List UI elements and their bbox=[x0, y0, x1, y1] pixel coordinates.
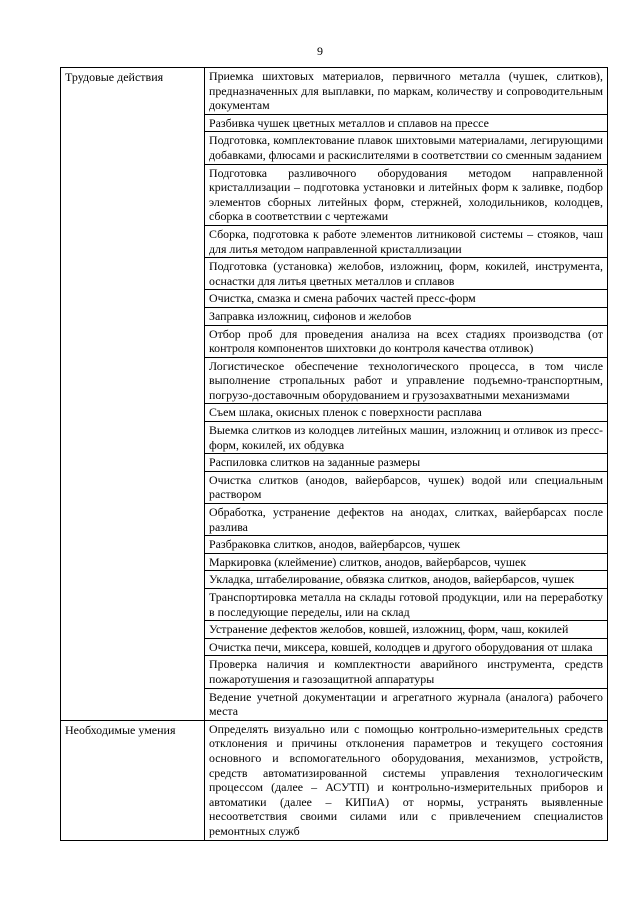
labor-action-item: Подготовка (установка) желобов, изложниц, форм, кокилей, инструмента, оснастки для литья цветных металлов и сплавов bbox=[205, 258, 607, 290]
labor-action-item: Укладка, штабелирование, обвязка слитков, анодов, вайербарсов, чушек bbox=[205, 571, 607, 589]
labor-action-item: Разбраковка слитков, анодов, вайербарсов, чушек bbox=[205, 536, 607, 554]
row-content bbox=[205, 720, 608, 840]
row-label: Необходимые умения bbox=[61, 720, 205, 840]
table-row-labor-actions bbox=[61, 68, 608, 721]
labor-action-item: Подготовка, комплектование плавок шихтовыми материалами, легирующими добавками, флюсами и раскислителями в соответствии со сменным заданием bbox=[205, 132, 607, 164]
labor-action-item: Отбор проб для проведения анализа на всех стадиях производства (от контроля компонентов шихтовки до контроля качества отливок) bbox=[205, 326, 607, 358]
row-content bbox=[205, 68, 608, 721]
row-label: Трудовые действия bbox=[61, 68, 205, 721]
labor-action-item: Выемка слитков из колодцев литейных машин, изложниц и отливок из пресс-форм, кокилей, их обдувка bbox=[205, 422, 607, 454]
labor-action-item: Очистка печи, миксера, ковшей, колодцев и другого оборудования от шлака bbox=[205, 639, 607, 657]
labor-action-item: Подготовка разливочного оборудования методом направленной кристаллизации – подготовка установки и литейных форм к заливке, подбор элементов сборных литейных форм, стержней, холодильников, колодцев, сборка в соответствии с чертежами bbox=[205, 165, 607, 226]
labor-action-item: Приемка шихтовых материалов, первичного металла (чушек, слитков), предназначенных для выплавки, по маркам, количеству и сопроводительным документам bbox=[205, 68, 607, 115]
labor-action-item: Транспортировка металла на склады готовой продукции, или на переработку в последующие переделы, или на склад bbox=[205, 589, 607, 621]
labor-action-item: Ведение учетной документации и агрегатного журнала (аналога) рабочего места bbox=[209, 689, 603, 719]
page-number: 9 bbox=[317, 44, 323, 58]
labor-action-item: Маркировка (клеймение) слитков, анодов, вайербарсов, чушек bbox=[205, 554, 607, 572]
labor-action-item: Разбивка чушек цветных металлов и сплавов на прессе bbox=[205, 115, 607, 133]
labor-action-item: Распиловка слитков на заданные размеры bbox=[205, 454, 607, 472]
labor-action-item: Очистка, смазка и смена рабочих частей пресс-форм bbox=[205, 290, 607, 308]
labor-action-item: Устранение дефектов желобов, ковшей, изложниц, форм, чаш, кокилей bbox=[205, 621, 607, 639]
required-skill-item: Определять визуально или с помощью контрольно-измерительных средств отклонения и причины отклонения параметров и текущего состояния основного и вспомогательного оборудования, механизмов, устройств, средств автоматизированной системы управления технологическим процессом (далее – АСУТП) и контрольно-измерительных приборов и автоматики (далее – КИПиА) от нормы, устранять выявленные несоответствия своими силами или с привлечением специалистов ремонтных служб bbox=[209, 721, 603, 838]
labor-action-item: Очистка слитков (анодов, вайербарсов, чушек) водой или специальным раствором bbox=[205, 472, 607, 504]
table-row-required-skills bbox=[61, 720, 608, 840]
labor-action-item: Съем шлака, окисных пленок с поверхности расплава bbox=[205, 404, 607, 422]
labor-action-item: Заправка изложниц, сифонов и желобов bbox=[205, 308, 607, 326]
qualification-table bbox=[60, 67, 608, 841]
labor-action-item: Проверка наличия и комплектности аварийного инструмента, средств пожаротушения и газозащитной аппаратуры bbox=[205, 656, 607, 688]
labor-action-item: Логистическое обеспечение технологического процесса, в том числе выполнение стропальных работ и управление подъемно-транспортным, погрузо-доставочным оборудованием и грузозахватными механизмами bbox=[205, 358, 607, 405]
labor-action-item: Сборка, подготовка к работе элементов литниковой системы – стояков, чаш для литья методом направленной кристаллизации bbox=[205, 226, 607, 258]
labor-action-item: Обработка, устранение дефектов на анодах, слитках, вайербарсах после разлива bbox=[205, 504, 607, 536]
